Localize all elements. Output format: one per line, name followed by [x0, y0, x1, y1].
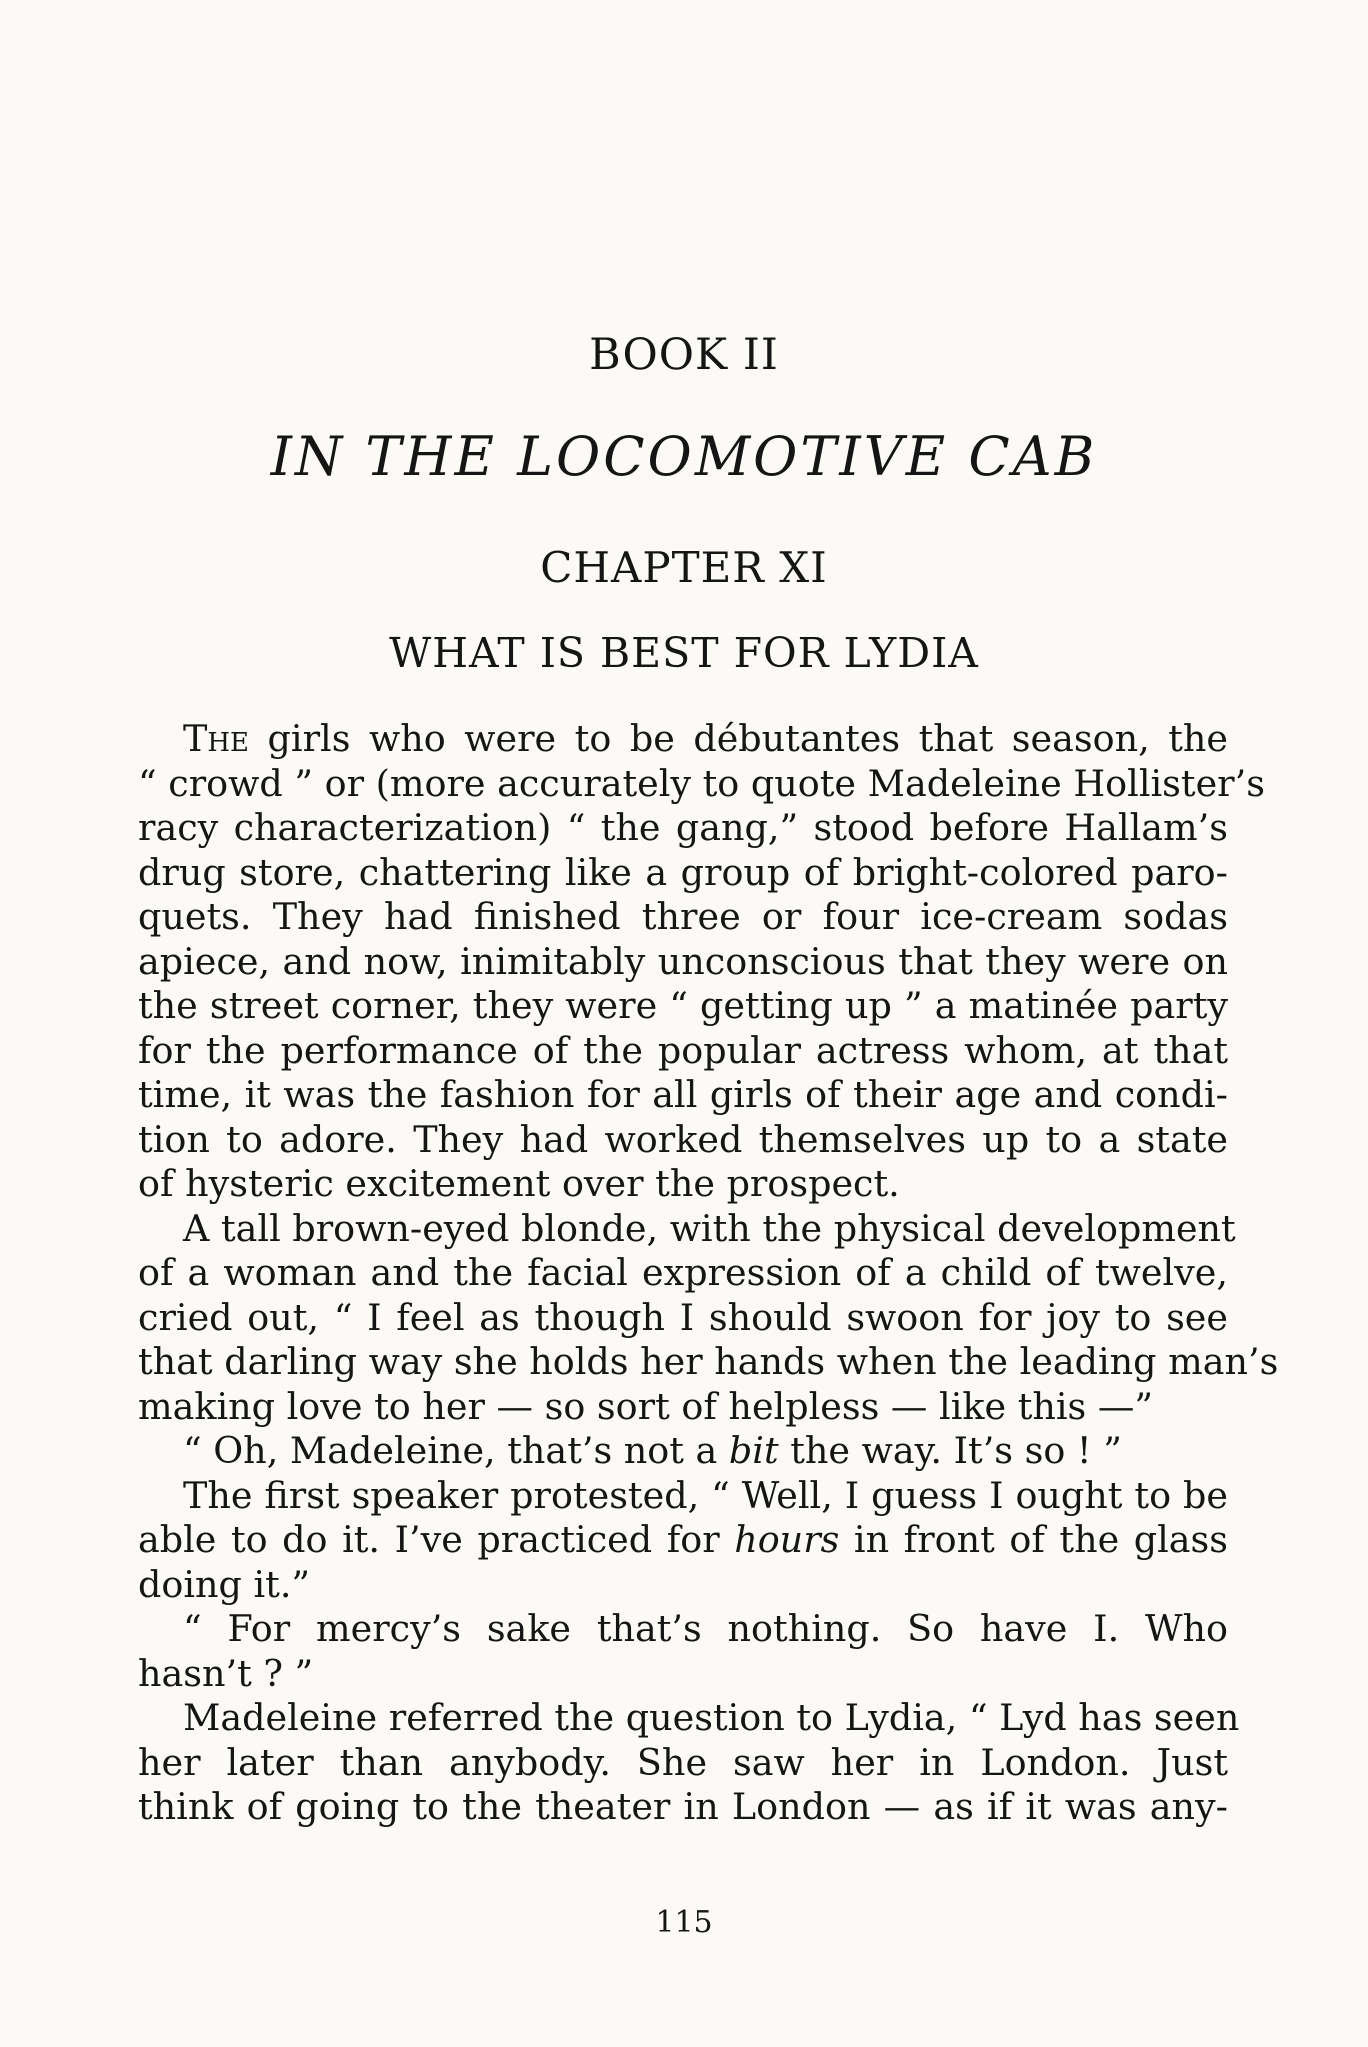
- text-line: “ crowd ” or (more accurately to quote Madeleine Hollister’s: [138, 761, 1265, 805]
- text-line: The first speaker protested, “ Well, I guess I ought to be: [183, 1473, 1228, 1517]
- chapter-heading: CHAPTER XI: [540, 543, 828, 592]
- body-text: [138, 717, 1279, 1830]
- text-line: hasn’t ? ”: [138, 1651, 314, 1695]
- book-heading: BOOK II: [589, 330, 779, 380]
- text-line: tion to adore. They had worked themselves up to a state: [138, 1117, 1228, 1161]
- text-line: The girls who were to be débutantes that season, the: [183, 717, 1228, 760]
- text-line: “ Oh, Madeleine, that’s not a bit the way. It’s so ! ”: [183, 1429, 1122, 1472]
- drop-word: The: [183, 717, 249, 760]
- text-line: the street corner, they were “ getting up ” a matinée party: [138, 984, 1228, 1027]
- part-title: IN THE LOCOMOTIVE CAB: [270, 425, 1098, 488]
- text-line: for the performance of the popular actress whom, at that: [138, 1028, 1228, 1072]
- text-line: making love to her — so sort of helpless — like this —”: [138, 1384, 1154, 1428]
- chapter-title: WHAT IS BEST FOR LYDIA: [389, 629, 979, 677]
- text-line: drug store, chattering like a group of bright-colored paro-: [138, 850, 1228, 894]
- text-line: A tall brown-eyed blonde, with the physical development: [183, 1206, 1236, 1250]
- emphasis: hours: [734, 1518, 840, 1561]
- emphasis: bit: [728, 1429, 779, 1472]
- text-line: think of going to the theater in London — as if it was any-: [138, 1785, 1228, 1828]
- page-number: 115: [655, 1905, 713, 1940]
- text-line: her later than anybody. She saw her in London. Just: [138, 1740, 1228, 1784]
- text-line: cried out, “ I feel as though I should swoon for joy to see: [138, 1295, 1228, 1339]
- text-line: time, it was the fashion for all girls of their age and condi-: [138, 1073, 1228, 1116]
- text-line: that darling way she holds her hands when the leading man’s: [138, 1340, 1279, 1383]
- text-line: “ For mercy’s sake that’s nothing. So have I. Who: [183, 1607, 1228, 1650]
- text-line: racy characterization) “ the gang,” stood before Hallam’s: [138, 806, 1228, 849]
- text-line: quets. They had finished three or four ice-cream sodas: [138, 895, 1228, 938]
- text-line: of a woman and the facial expression of a child of twelve,: [138, 1251, 1228, 1294]
- text-line: doing it.”: [138, 1562, 311, 1606]
- text-line: of hysteric excitement over the prospect.: [138, 1162, 900, 1205]
- text-line: able to do it. I’ve practiced for hours in front of the glass: [138, 1518, 1228, 1561]
- text-line: Madeleine referred the question to Lydia, “ Lyd has seen: [183, 1696, 1240, 1739]
- text-line: apiece, and now, inimitably unconscious that they were on: [138, 939, 1228, 983]
